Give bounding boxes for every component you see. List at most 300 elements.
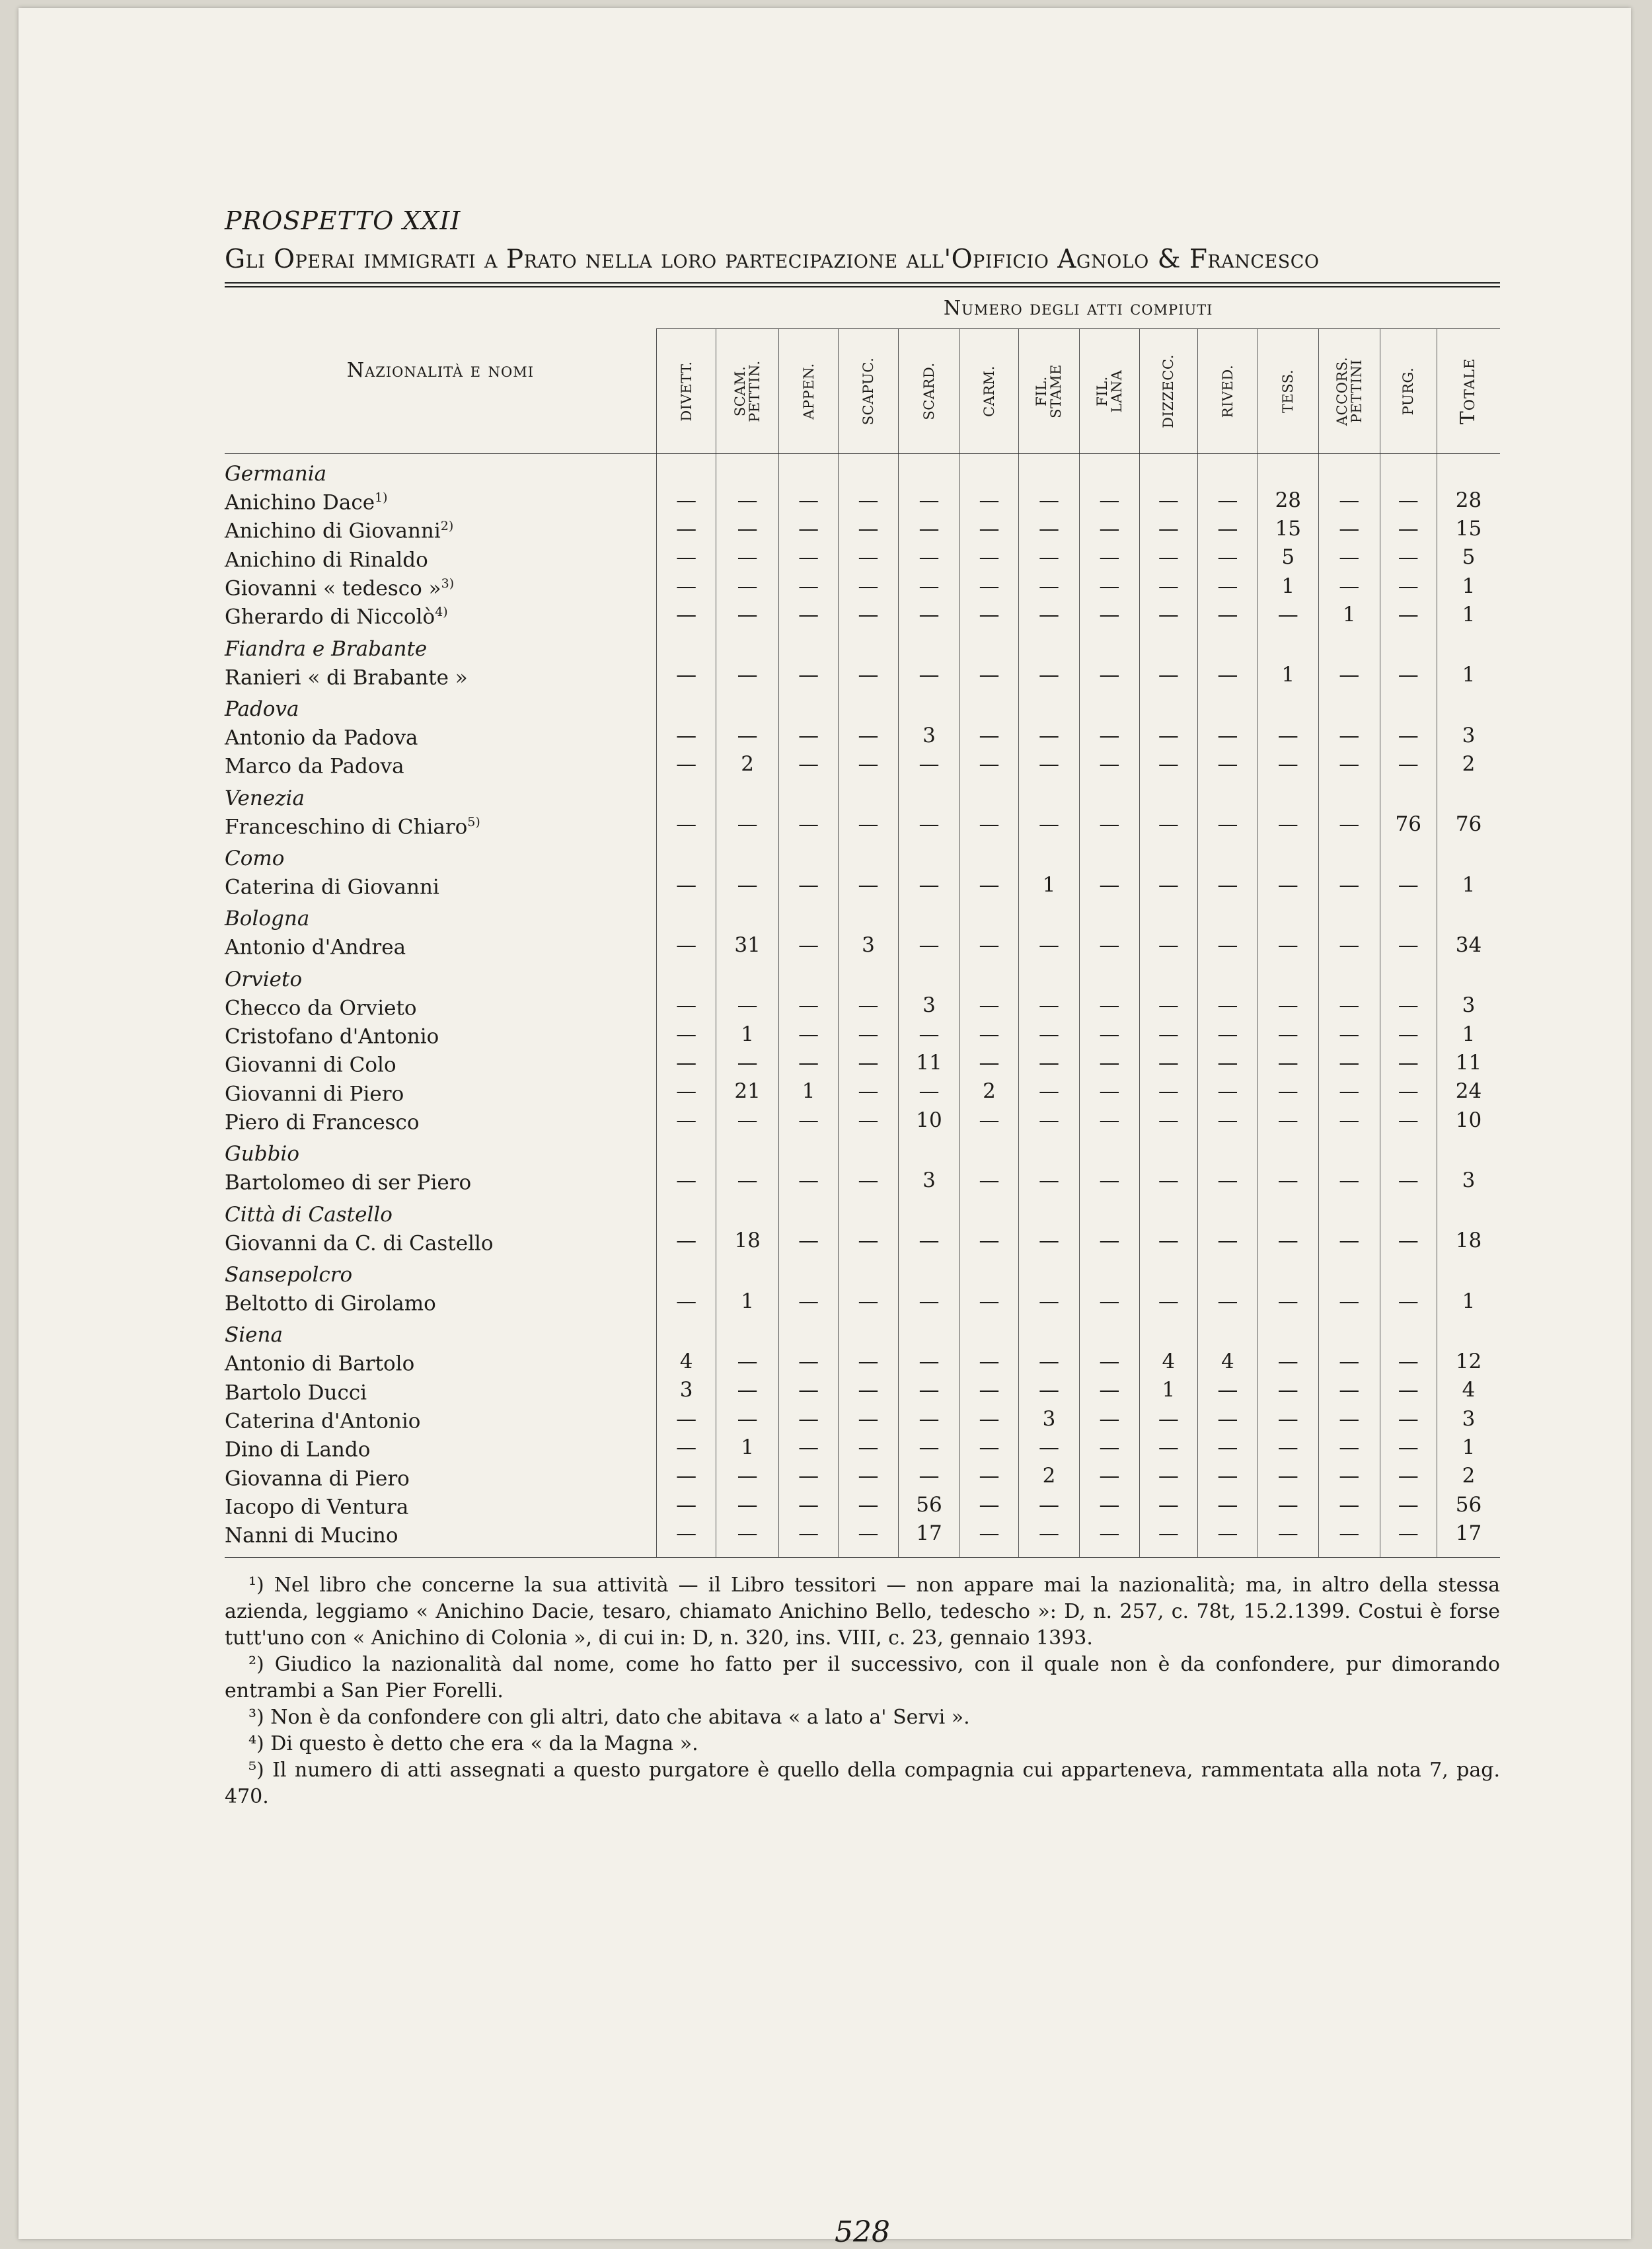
worker-name-cell (225, 572, 656, 600)
count-cell: — (1018, 1048, 1079, 1077)
count-cell: — (839, 1404, 898, 1433)
count-cell: — (898, 1462, 959, 1490)
count-cell: — (656, 931, 716, 959)
count-cell: 1 (778, 1077, 838, 1106)
count-cell: — (1018, 543, 1079, 572)
count-cell: — (656, 661, 716, 689)
group-name: Venezia (225, 786, 305, 810)
count-cell: — (1258, 1287, 1318, 1315)
group-header-row (225, 839, 1500, 870)
count-cell: — (1319, 1227, 1380, 1255)
count-cell: — (1319, 721, 1380, 749)
worker-name-cell (225, 1106, 656, 1134)
count-cell: — (716, 721, 778, 749)
worker-name-cell (225, 1077, 656, 1106)
count-cell: — (1139, 1020, 1197, 1048)
count-cell: — (1080, 514, 1139, 543)
table-row (225, 1376, 1500, 1404)
table-row (225, 991, 1500, 1020)
count-cell: — (960, 572, 1018, 600)
count-cell: — (1018, 486, 1079, 514)
count-cell: 15 (1437, 514, 1500, 543)
count-cell: — (1018, 572, 1079, 600)
group-name: Como (225, 846, 285, 870)
worker-name-cell (225, 991, 656, 1020)
group-header-row (225, 629, 1500, 661)
column-header-label: DIZZECC. (1160, 354, 1177, 428)
count-cell: — (960, 1048, 1018, 1077)
group-name: Bologna (225, 907, 310, 931)
worker-name: Caterina d'Antonio (225, 1409, 421, 1433)
count-cell: — (656, 1519, 716, 1547)
count-cell: — (839, 514, 898, 543)
worker-name-cell (225, 870, 656, 899)
footnote: ³) Non è da confondere con gli altri, dato che abitava « a lato a' Servi ». (248, 1705, 970, 1729)
count-cell: — (778, 543, 838, 572)
column-header (898, 329, 959, 454)
count-cell: 3 (1437, 991, 1500, 1020)
count-cell: 10 (898, 1106, 959, 1134)
count-cell: — (1380, 661, 1437, 689)
count-cell: — (1080, 1376, 1139, 1404)
count-cell: — (1380, 1347, 1437, 1375)
footnotes (225, 1572, 1500, 1810)
count-cell: — (960, 1227, 1018, 1255)
count-cell: — (839, 1106, 898, 1134)
count-cell: — (1198, 543, 1258, 572)
group-header-row (225, 779, 1500, 810)
worker-name: Anichino di Rinaldo (225, 547, 428, 572)
count-cell: — (1198, 931, 1258, 959)
count-cell: — (1258, 1347, 1318, 1375)
count-cell: — (960, 931, 1018, 959)
column-header-label: TESS. (1280, 369, 1296, 414)
worker-name-cell (225, 514, 656, 543)
worker-name: Giovanni di Piero (225, 1081, 404, 1106)
count-cell: — (656, 1106, 716, 1134)
count-cell: 1 (1258, 661, 1318, 689)
count-cell: — (1139, 1166, 1197, 1194)
count-cell: — (1080, 1106, 1139, 1134)
column-header-label: FIL. LANA (1094, 369, 1125, 413)
workers-table (225, 287, 1500, 1557)
count-cell: — (1380, 1166, 1437, 1194)
count-cell: — (1198, 1404, 1258, 1433)
group-header-row (225, 1315, 1500, 1347)
document-sheet (225, 206, 1500, 2249)
count-cell: — (1319, 1106, 1380, 1134)
count-cell: — (898, 1433, 959, 1461)
count-cell: — (1319, 661, 1380, 689)
count-cell: — (1139, 1462, 1197, 1490)
count-cell: 3 (1437, 1404, 1500, 1433)
count-cell: 3 (656, 1376, 716, 1404)
count-cell: 76 (1380, 810, 1437, 839)
count-cell: — (656, 1433, 716, 1461)
count-cell: — (1139, 991, 1197, 1020)
count-cell: — (1018, 1077, 1079, 1106)
count-cell: 4 (656, 1347, 716, 1375)
count-cell: — (716, 991, 778, 1020)
worker-name: Caterina di Giovanni (225, 875, 439, 899)
count-cell: — (839, 1166, 898, 1194)
column-header (1437, 329, 1500, 454)
count-cell: 3 (839, 931, 898, 959)
worker-name: Ranieri « di Brabante » (225, 665, 468, 689)
worker-name-cell (225, 543, 656, 572)
count-cell: — (1380, 1227, 1437, 1255)
count-cell: — (778, 870, 838, 899)
count-cell: — (1139, 749, 1197, 778)
count-cell: — (1080, 1490, 1139, 1519)
group-name: Germania (225, 462, 327, 486)
count-cell: — (656, 1020, 716, 1048)
count-cell: — (1198, 870, 1258, 899)
table-row (225, 1519, 1500, 1547)
count-cell: — (1018, 1166, 1079, 1194)
count-cell: — (1319, 1462, 1380, 1490)
column-header (1258, 329, 1318, 454)
count-cell: — (1018, 721, 1079, 749)
count-cell: — (716, 810, 778, 839)
worker-name: Antonio d'Andrea (225, 935, 406, 960)
count-cell: 76 (1437, 810, 1500, 839)
count-cell: — (960, 600, 1018, 629)
count-cell: — (1380, 1490, 1437, 1519)
count-cell: — (1319, 1519, 1380, 1547)
count-cell: — (1080, 721, 1139, 749)
count-cell: — (1080, 486, 1139, 514)
count-cell: — (960, 1106, 1018, 1134)
worker-name: Giovanni « tedesco » (225, 576, 441, 601)
count-cell: — (656, 572, 716, 600)
count-cell: 1 (1018, 870, 1079, 899)
count-cell: 28 (1437, 486, 1500, 514)
count-cell: — (778, 1106, 838, 1134)
count-cell: — (656, 1227, 716, 1255)
count-cell: — (898, 486, 959, 514)
count-cell: — (960, 1404, 1018, 1433)
count-cell: 1 (1437, 1020, 1500, 1048)
count-cell: — (1018, 749, 1079, 778)
count-cell: — (898, 1404, 959, 1433)
count-cell: — (1198, 1287, 1258, 1315)
table-row (225, 810, 1500, 839)
worker-name-cell (225, 600, 656, 629)
count-cell: — (1319, 1433, 1380, 1461)
count-cell: — (960, 749, 1018, 778)
count-cell: — (1018, 1106, 1079, 1134)
worker-name: Giovanna di Piero (225, 1466, 410, 1490)
group-header-row (225, 454, 1500, 486)
count-cell: — (656, 486, 716, 514)
count-cell: 4 (1198, 1347, 1258, 1375)
worker-name-cell (225, 1433, 656, 1461)
count-cell: — (716, 1376, 778, 1404)
count-cell: — (656, 600, 716, 629)
count-cell: — (716, 661, 778, 689)
count-cell: 1 (716, 1020, 778, 1048)
count-cell: — (898, 1020, 959, 1048)
count-cell: — (1018, 1287, 1079, 1315)
count-cell: — (778, 572, 838, 600)
count-cell: — (1380, 514, 1437, 543)
count-cell: — (1198, 600, 1258, 629)
table-row (225, 514, 1500, 543)
count-cell: — (1258, 1376, 1318, 1404)
group-name: Siena (225, 1323, 283, 1348)
count-cell: — (778, 991, 838, 1020)
count-cell: — (1080, 870, 1139, 899)
count-cell: — (1198, 810, 1258, 839)
count-cell: — (839, 600, 898, 629)
count-cell: — (839, 1048, 898, 1077)
count-cell: — (1319, 1166, 1380, 1194)
count-cell: 12 (1437, 1347, 1500, 1375)
count-cell: — (1198, 1376, 1258, 1404)
count-cell: — (1319, 749, 1380, 778)
table-body (225, 454, 1500, 1557)
count-cell: — (1018, 1376, 1079, 1404)
count-cell: — (778, 1020, 838, 1048)
count-cell: — (1139, 486, 1197, 514)
count-cell: — (1139, 1433, 1197, 1461)
count-cell: — (1139, 572, 1197, 600)
count-cell: — (1018, 661, 1079, 689)
worker-name-cell (225, 1048, 656, 1077)
worker-name: Checco da Orvieto (225, 995, 417, 1020)
column-header-label: PURG. (1400, 367, 1417, 416)
count-cell: 3 (1018, 1404, 1079, 1433)
count-cell: — (778, 1519, 838, 1547)
count-cell: — (1258, 1048, 1318, 1077)
count-cell: — (839, 543, 898, 572)
count-cell: — (1198, 1106, 1258, 1134)
table-row (225, 600, 1500, 629)
count-cell: 1 (716, 1287, 778, 1315)
count-cell: — (1319, 572, 1380, 600)
count-cell: — (839, 1347, 898, 1375)
column-header (1018, 329, 1079, 454)
worker-name: Bartolo Ducci (225, 1380, 367, 1404)
count-cell: — (1139, 600, 1197, 629)
count-cell: — (1139, 931, 1197, 959)
count-cell: — (1018, 1490, 1079, 1519)
worker-name: Giovanni da C. di Castello (225, 1231, 494, 1255)
table-row (225, 486, 1500, 514)
count-cell: — (778, 1404, 838, 1433)
count-cell: — (839, 572, 898, 600)
count-cell: — (839, 721, 898, 749)
count-cell: — (960, 486, 1018, 514)
count-cell: — (839, 1020, 898, 1048)
count-cell: — (1018, 1347, 1079, 1375)
count-cell: — (1080, 661, 1139, 689)
worker-name-cell (225, 1020, 656, 1048)
count-cell: — (1319, 486, 1380, 514)
count-cell: 3 (1437, 1166, 1500, 1194)
count-cell: 4 (1437, 1376, 1500, 1404)
table-row (225, 1106, 1500, 1134)
count-cell: — (656, 810, 716, 839)
count-cell: — (960, 661, 1018, 689)
worker-name: Marco da Padova (225, 754, 404, 779)
count-cell: — (1258, 991, 1318, 1020)
count-cell: — (960, 1020, 1018, 1048)
count-cell: — (1080, 1048, 1139, 1077)
column-header (1139, 329, 1197, 454)
count-cell: 56 (1437, 1490, 1500, 1519)
count-cell: — (1380, 749, 1437, 778)
count-cell: — (839, 1376, 898, 1404)
count-cell: — (960, 810, 1018, 839)
group-name: Gubbio (225, 1142, 299, 1166)
count-cell: — (1080, 572, 1139, 600)
count-cell: — (960, 1376, 1018, 1404)
column-header (1380, 329, 1437, 454)
count-cell: — (1380, 1077, 1437, 1106)
worker-name-cell (225, 486, 656, 514)
count-cell: — (960, 1519, 1018, 1547)
count-cell: — (778, 1433, 838, 1461)
worker-name-cell (225, 721, 656, 749)
count-cell: — (1080, 931, 1139, 959)
footnote-ref: 5) (467, 814, 480, 829)
count-cell: — (1139, 1077, 1197, 1106)
count-cell: 2 (1437, 1462, 1500, 1490)
count-cell: — (839, 991, 898, 1020)
worker-name-cell (225, 749, 656, 778)
worker-name: Nanni di Mucino (225, 1523, 398, 1548)
count-cell: — (1319, 991, 1380, 1020)
count-cell: — (1018, 931, 1079, 959)
count-cell: 17 (898, 1519, 959, 1547)
count-cell: — (898, 1227, 959, 1255)
count-cell: — (1080, 749, 1139, 778)
count-cell: — (1380, 870, 1437, 899)
count-cell: — (1198, 721, 1258, 749)
count-cell: — (716, 1490, 778, 1519)
count-cell: — (960, 721, 1018, 749)
count-cell: — (778, 931, 838, 959)
table-row (225, 1227, 1500, 1255)
count-cell: — (1139, 870, 1197, 899)
column-header-label: SCAM. PETTIN. (732, 360, 763, 422)
count-cell: — (778, 1462, 838, 1490)
count-cell: — (716, 1519, 778, 1547)
page-number: 528 (835, 2215, 890, 2249)
count-cell: — (656, 749, 716, 778)
worker-name-cell (225, 931, 656, 959)
count-cell: — (898, 749, 959, 778)
count-cell: — (1198, 1077, 1258, 1106)
footnote-ref: 1) (375, 490, 388, 505)
count-cell: — (716, 870, 778, 899)
count-cell: — (656, 1077, 716, 1106)
footnote: ⁵) Il numero di atti assegnati a questo purgatore è quello della compagnia cui apparteneva, rammentata alla nota 7, pag. 470. (225, 1758, 1500, 1808)
count-cell: — (960, 1287, 1018, 1315)
count-cell: 1 (1319, 600, 1380, 629)
count-cell: — (778, 749, 838, 778)
count-cell: — (716, 1048, 778, 1077)
count-cell: — (1139, 1404, 1197, 1433)
count-cell: 18 (1437, 1227, 1500, 1255)
count-cell: 18 (716, 1227, 778, 1255)
count-cell: — (1258, 1490, 1318, 1519)
group-header-row (225, 1134, 1500, 1166)
count-cell: — (839, 486, 898, 514)
count-cell: 1 (1437, 1287, 1500, 1315)
worker-name-cell (225, 1490, 656, 1519)
footnote: ²) Giudico la nazionalità dal nome, come ho fatto per il successivo, con il quale non è da confondere, pur dimorando entrambi a San Pier Forelli. (225, 1652, 1500, 1702)
count-cell: — (898, 810, 959, 839)
count-cell: — (898, 600, 959, 629)
count-cell: — (1080, 1462, 1139, 1490)
count-cell: — (1380, 1404, 1437, 1433)
count-cell: — (960, 1490, 1018, 1519)
count-cell: — (778, 661, 838, 689)
count-cell: — (778, 1347, 838, 1375)
count-cell: — (1198, 749, 1258, 778)
count-cell: — (1380, 1462, 1437, 1490)
count-cell: — (898, 870, 959, 899)
table-row (225, 572, 1500, 600)
count-cell: — (716, 572, 778, 600)
count-cell: — (1198, 1490, 1258, 1519)
count-cell: — (1198, 1227, 1258, 1255)
count-cell: — (1258, 1433, 1318, 1461)
worker-name: Antonio di Bartolo (225, 1352, 415, 1376)
count-cell: 2 (1018, 1462, 1079, 1490)
count-cell: — (1018, 991, 1079, 1020)
worker-name-cell (225, 1462, 656, 1490)
count-cell: — (960, 543, 1018, 572)
count-cell: — (1080, 600, 1139, 629)
count-cell: — (1018, 1433, 1079, 1461)
count-cell: — (1198, 1433, 1258, 1461)
count-cell: — (960, 991, 1018, 1020)
count-cell: — (1198, 661, 1258, 689)
count-cell: 1 (1139, 1376, 1197, 1404)
count-cell: — (1380, 543, 1437, 572)
count-cell: — (1139, 661, 1197, 689)
count-cell: 1 (1437, 661, 1500, 689)
count-cell: — (839, 810, 898, 839)
count-cell: — (716, 514, 778, 543)
table-row (225, 931, 1500, 959)
count-cell: — (1258, 1462, 1318, 1490)
count-cell: — (1319, 1404, 1380, 1433)
count-cell: — (1319, 1347, 1380, 1375)
count-cell: — (656, 1166, 716, 1194)
count-cell: 21 (716, 1077, 778, 1106)
count-cell: — (960, 1166, 1018, 1194)
count-cell: 1 (1437, 572, 1500, 600)
count-cell: — (1380, 486, 1437, 514)
worker-name-cell (225, 1166, 656, 1194)
worker-name-cell (225, 1287, 656, 1315)
count-cell: — (898, 1287, 959, 1315)
count-cell: — (898, 572, 959, 600)
count-cell: — (898, 514, 959, 543)
document-title: Gli Operai immigrati a Prato nella loro partecipazione all'Opificio Agnolo & Francesco (225, 245, 1320, 274)
count-cell: — (656, 870, 716, 899)
count-cell: — (1258, 1166, 1318, 1194)
count-cell: — (960, 870, 1018, 899)
worker-name-cell (225, 1376, 656, 1404)
column-header-label: ACCORS. PETTINI (1333, 356, 1365, 426)
count-cell: — (898, 931, 959, 959)
